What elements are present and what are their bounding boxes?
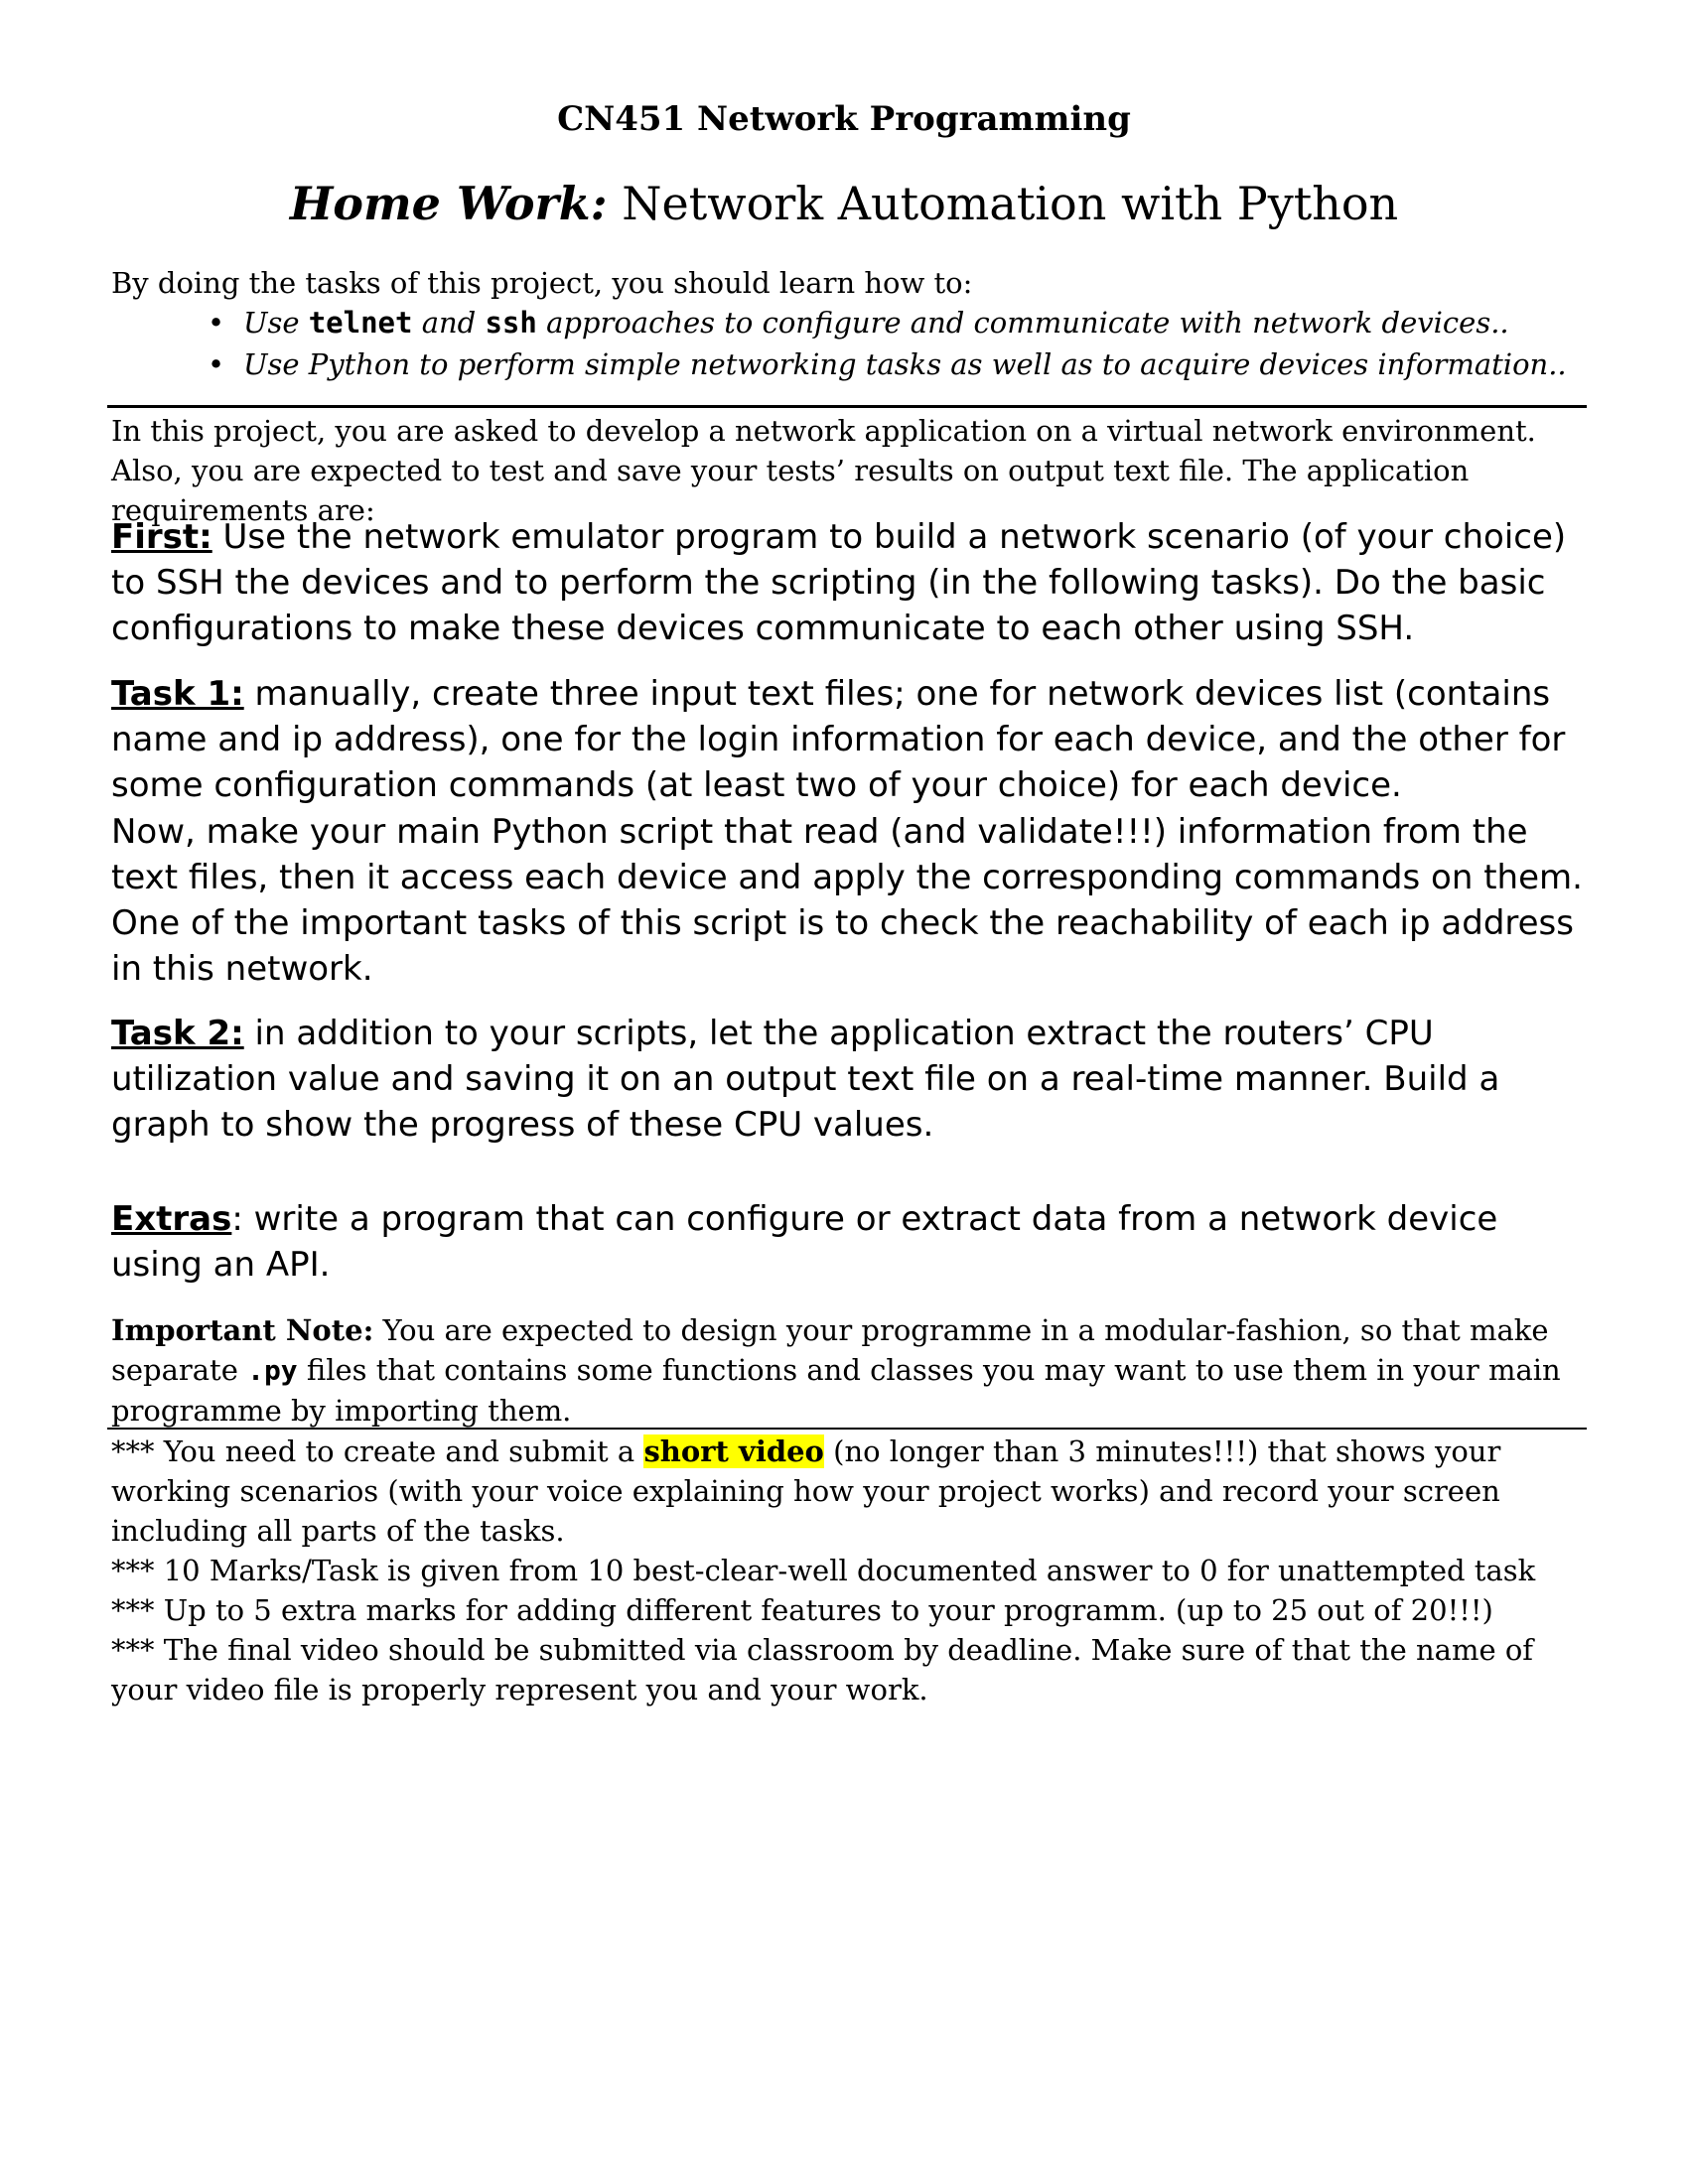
first-section — [111, 514, 1591, 651]
important-note: Important Note: You are expected to design your programme in a modular-fashion, so that make separate .py files that contains some functions and classes you may want to use them in your main programme by importing them. — [111, 1313, 1561, 1428]
course-title: CN451 Network Programming — [557, 99, 1131, 139]
note-code: .py — [247, 1354, 298, 1387]
task1-label: Task 1: — [111, 674, 244, 714]
divider — [107, 1428, 1587, 1430]
task1-text: manually, create three input text files; one for network devices list (contains name and ip address), one for the login information for each device, and the other for some configuration commands (at least two of your choice) for each device. — [111, 674, 1566, 805]
overview-paragraph: In this project, you are asked to develop a network application on a virtual network environment. Also, you are expected to test and save your tests’ results on output text file. The application requirements are: — [111, 414, 1536, 527]
first-text: Use the network emulator program to build a network scenario (of your choice) to SSH the devices and to perform the scripting (in the following tasks). Do the basic configurations to make these devices communicate to each other using SSH. — [111, 517, 1567, 648]
bullet-dot-icon: • — [208, 306, 225, 340]
page-title — [0, 177, 1688, 230]
title-text: Network Automation with Python — [622, 177, 1399, 230]
title-label: Home Work: — [289, 177, 608, 230]
bullet-dot-icon: • — [208, 347, 225, 381]
extras-text: : write a program that can configure or extract data from a network device using an API. — [111, 1199, 1498, 1285]
first-label: First: — [111, 517, 212, 557]
divider — [107, 405, 1587, 408]
note-label: Important Note: — [111, 1313, 374, 1347]
note-extra-marks: *** Up to 5 extra marks for adding different features to your programm. (up to 25 out of 20!!!) — [111, 1593, 1493, 1627]
note-deadline: *** The final video should be submitted via classroom by deadline. Make sure of that the name of your video file is properly represent you and your work. — [111, 1633, 1534, 1706]
intro-lead: By doing the tasks of this project, you should learn how to: — [111, 266, 973, 300]
task2-label: Task 2: — [111, 1014, 244, 1053]
note-video: *** You need to create and submit a short video (no longer than 3 minutes!!!) that shows your working scenarios (with your voice explaining how your project works) and record your screen including all parts of the tasks. — [111, 1434, 1501, 1548]
bullet-item: • Use telnet and ssh approaches to configure and communicate with network devices.. — [208, 306, 1509, 340]
task2-text: in addition to your scripts, let the application extract the routers’ CPU utilization value and saving it on an output text file on a real-time manner. Build a graph to show the progress of these CPU values. — [111, 1014, 1500, 1145]
task1-section — [111, 671, 1591, 808]
task2-section — [111, 1011, 1591, 1148]
note-marks: *** 10 Marks/Task is given from 10 best-clear-well documented answer to 0 for unattempted task — [111, 1554, 1536, 1587]
extras-label: Extras — [111, 1199, 232, 1239]
task1-continued: Now, make your main Python script that read (and validate!!!) information from the text files, then it access each device and apply the corresponding commands on them. One of the important tasks of this script is to check the reachability of each ip address in this network. — [111, 812, 1583, 989]
highlight-short-video: short video — [643, 1434, 824, 1468]
bullet-item: • Use Python to perform simple networking tasks as well as to acquire devices information.. — [208, 347, 1567, 381]
extras-section — [111, 1196, 1591, 1288]
